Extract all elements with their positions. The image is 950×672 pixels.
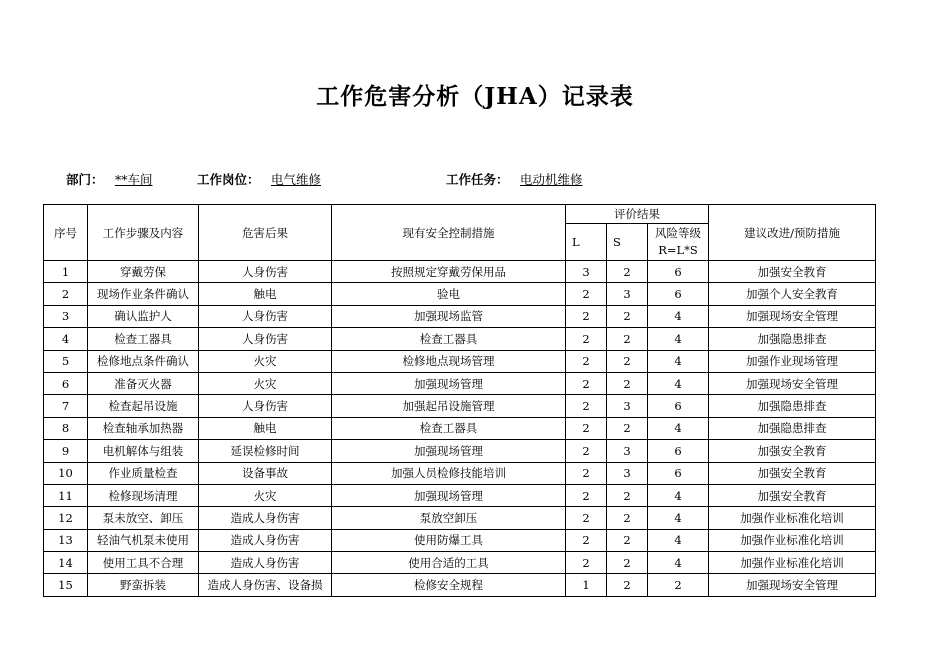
- cell-l: 2: [566, 507, 607, 529]
- cell-risk: 4: [648, 529, 709, 551]
- cell-step: 检查轴承加热器: [88, 417, 199, 439]
- col-header-no: 序号: [44, 205, 88, 261]
- cell-control: 检修地点现场管理: [332, 350, 566, 372]
- cell-no: 9: [44, 440, 88, 462]
- cell-hazard: 设备事故: [199, 462, 332, 484]
- cell-l: 2: [566, 372, 607, 394]
- cell-risk: 6: [648, 395, 709, 417]
- cell-l: 2: [566, 328, 607, 350]
- department-label: 部门：: [66, 172, 104, 187]
- cell-control: 按照规定穿戴劳保用品: [332, 261, 566, 283]
- cell-control: 泵放空卸压: [332, 507, 566, 529]
- table-row: [44, 350, 876, 372]
- cell-s: 2: [607, 372, 648, 394]
- cell-no: 1: [44, 261, 88, 283]
- cell-no: 5: [44, 350, 88, 372]
- cell-control: 检修安全规程: [332, 574, 566, 596]
- cell-hazard: 火灾: [199, 350, 332, 372]
- table-row: [44, 395, 876, 417]
- cell-s: 2: [607, 417, 648, 439]
- cell-control: 加强现场管理: [332, 372, 566, 394]
- cell-suggestion: 加强现场安全管理: [709, 305, 876, 327]
- cell-hazard: 触电: [199, 417, 332, 439]
- cell-risk: 4: [648, 305, 709, 327]
- table-row: [44, 440, 876, 462]
- cell-risk: 4: [648, 417, 709, 439]
- cell-step: 轻油气机泵未使用: [88, 529, 199, 551]
- cell-hazard: 人身伤害: [199, 395, 332, 417]
- cell-l: 2: [566, 305, 607, 327]
- cell-risk: 6: [648, 283, 709, 305]
- cell-step: 检修现场清理: [88, 484, 199, 506]
- cell-step: 准备灭火器: [88, 372, 199, 394]
- cell-step: 使用工具不合理: [88, 552, 199, 574]
- cell-risk: 4: [648, 507, 709, 529]
- cell-no: 12: [44, 507, 88, 529]
- table-body: [44, 261, 876, 597]
- cell-s: 2: [607, 305, 648, 327]
- cell-no: 14: [44, 552, 88, 574]
- cell-l: 2: [566, 529, 607, 551]
- cell-suggestion: 加强隐患排查: [709, 328, 876, 350]
- cell-step: 穿戴劳保: [88, 261, 199, 283]
- cell-step: 检查工器具: [88, 328, 199, 350]
- table-row: [44, 417, 876, 439]
- cell-no: 10: [44, 462, 88, 484]
- risk-header-line1: 风险等级: [655, 226, 702, 240]
- cell-suggestion: 加强个人安全教育: [709, 283, 876, 305]
- cell-step: 检查起吊设施: [88, 395, 199, 417]
- cell-step: 确认监护人: [88, 305, 199, 327]
- cell-step: 作业质量检查: [88, 462, 199, 484]
- task-label: 工作任务：: [446, 172, 509, 187]
- table-row: [44, 552, 876, 574]
- cell-step: 检修地点条件确认: [88, 350, 199, 372]
- cell-hazard: 造成人身伤害、设备损: [199, 574, 332, 596]
- cell-control: 检查工器具: [332, 328, 566, 350]
- cell-suggestion: 加强隐患排查: [709, 417, 876, 439]
- cell-no: 2: [44, 283, 88, 305]
- cell-step: 野蛮拆装: [88, 574, 199, 596]
- table-row: [44, 462, 876, 484]
- cell-hazard: 造成人身伤害: [199, 552, 332, 574]
- cell-risk: 4: [648, 552, 709, 574]
- cell-no: 8: [44, 417, 88, 439]
- cell-s: 2: [607, 350, 648, 372]
- cell-no: 15: [44, 574, 88, 596]
- table-row: [44, 283, 876, 305]
- position-label: 工作岗位：: [197, 172, 260, 187]
- cell-hazard: 触电: [199, 283, 332, 305]
- jha-table: [43, 204, 876, 597]
- cell-no: 13: [44, 529, 88, 551]
- table-row: [44, 484, 876, 506]
- cell-l: 2: [566, 552, 607, 574]
- cell-l: 2: [566, 462, 607, 484]
- cell-hazard: 造成人身伤害: [199, 529, 332, 551]
- col-header-risk: [648, 224, 709, 261]
- cell-no: 6: [44, 372, 88, 394]
- cell-no: 3: [44, 305, 88, 327]
- cell-control: 使用防爆工具: [332, 529, 566, 551]
- cell-suggestion: 加强安全教育: [709, 462, 876, 484]
- cell-l: 2: [566, 484, 607, 506]
- cell-suggestion: 加强隐患排查: [709, 395, 876, 417]
- cell-risk: 6: [648, 440, 709, 462]
- cell-s: 2: [607, 507, 648, 529]
- page-title: 工作危害分析（JHA）记录表: [316, 83, 634, 110]
- cell-control: 验电: [332, 283, 566, 305]
- table-row: [44, 328, 876, 350]
- cell-s: 2: [607, 574, 648, 596]
- cell-hazard: 火灾: [199, 484, 332, 506]
- table-row: [44, 372, 876, 394]
- cell-control: 加强现场监管: [332, 305, 566, 327]
- col-header-l: L: [566, 224, 607, 261]
- cell-l: 2: [566, 417, 607, 439]
- cell-no: 11: [44, 484, 88, 506]
- cell-l: 2: [566, 395, 607, 417]
- cell-l: 2: [566, 440, 607, 462]
- cell-suggestion: 加强作业标准化培训: [709, 552, 876, 574]
- cell-risk: 4: [648, 484, 709, 506]
- cell-risk: 6: [648, 462, 709, 484]
- cell-step: 泵未放空、卸压: [88, 507, 199, 529]
- col-header-evaluation: 评价结果: [566, 205, 709, 224]
- cell-step: 现场作业条件确认: [88, 283, 199, 305]
- cell-no: 7: [44, 395, 88, 417]
- table-row: [44, 574, 876, 596]
- table-row: [44, 305, 876, 327]
- cell-suggestion: 加强作业标准化培训: [709, 507, 876, 529]
- cell-l: 1: [566, 574, 607, 596]
- cell-risk: 2: [648, 574, 709, 596]
- cell-s: 3: [607, 440, 648, 462]
- cell-control: 加强现场管理: [332, 440, 566, 462]
- cell-no: 4: [44, 328, 88, 350]
- cell-s: 2: [607, 484, 648, 506]
- cell-suggestion: 加强安全教育: [709, 261, 876, 283]
- cell-suggestion: 加强现场安全管理: [709, 372, 876, 394]
- col-header-step: 工作步骤及内容: [88, 205, 199, 261]
- cell-s: 3: [607, 462, 648, 484]
- cell-risk: 4: [648, 328, 709, 350]
- task-value: 电动机维修: [520, 172, 583, 187]
- cell-suggestion: 加强作业现场管理: [709, 350, 876, 372]
- cell-hazard: 人身伤害: [199, 305, 332, 327]
- cell-control: 加强人员检修技能培训: [332, 462, 566, 484]
- cell-s: 2: [607, 328, 648, 350]
- cell-control: 检查工器具: [332, 417, 566, 439]
- department-value: **车间: [115, 172, 153, 187]
- table-row: [44, 529, 876, 551]
- cell-s: 3: [607, 283, 648, 305]
- cell-l: 3: [566, 261, 607, 283]
- cell-control: 加强起吊设施管理: [332, 395, 566, 417]
- cell-hazard: 造成人身伤害: [199, 507, 332, 529]
- cell-s: 2: [607, 552, 648, 574]
- cell-hazard: 人身伤害: [199, 261, 332, 283]
- col-header-hazard: 危害后果: [199, 205, 332, 261]
- col-header-s: S: [607, 224, 648, 261]
- cell-l: 2: [566, 350, 607, 372]
- cell-suggestion: 加强作业标准化培训: [709, 529, 876, 551]
- cell-l: 2: [566, 283, 607, 305]
- cell-control: 使用合适的工具: [332, 552, 566, 574]
- col-header-suggestions: 建议改进/预防措施: [709, 205, 876, 261]
- table-header-row: [44, 205, 876, 224]
- cell-step: 电机解体与组装: [88, 440, 199, 462]
- cell-hazard: 火灾: [199, 372, 332, 394]
- risk-header-line2: R=L*S: [658, 243, 698, 257]
- cell-s: 2: [607, 529, 648, 551]
- table-row: [44, 261, 876, 283]
- col-header-controls: 现有安全控制措施: [332, 205, 566, 261]
- cell-hazard: 人身伤害: [199, 328, 332, 350]
- cell-risk: 4: [648, 372, 709, 394]
- cell-suggestion: 加强现场安全管理: [709, 574, 876, 596]
- cell-s: 3: [607, 395, 648, 417]
- cell-risk: 4: [648, 350, 709, 372]
- cell-risk: 6: [648, 261, 709, 283]
- table-row: [44, 507, 876, 529]
- cell-s: 2: [607, 261, 648, 283]
- cell-suggestion: 加强安全教育: [709, 440, 876, 462]
- cell-suggestion: 加强安全教育: [709, 484, 876, 506]
- cell-control: 加强现场管理: [332, 484, 566, 506]
- cell-hazard: 延误检修时间: [199, 440, 332, 462]
- position-value: 电气维修: [271, 172, 322, 187]
